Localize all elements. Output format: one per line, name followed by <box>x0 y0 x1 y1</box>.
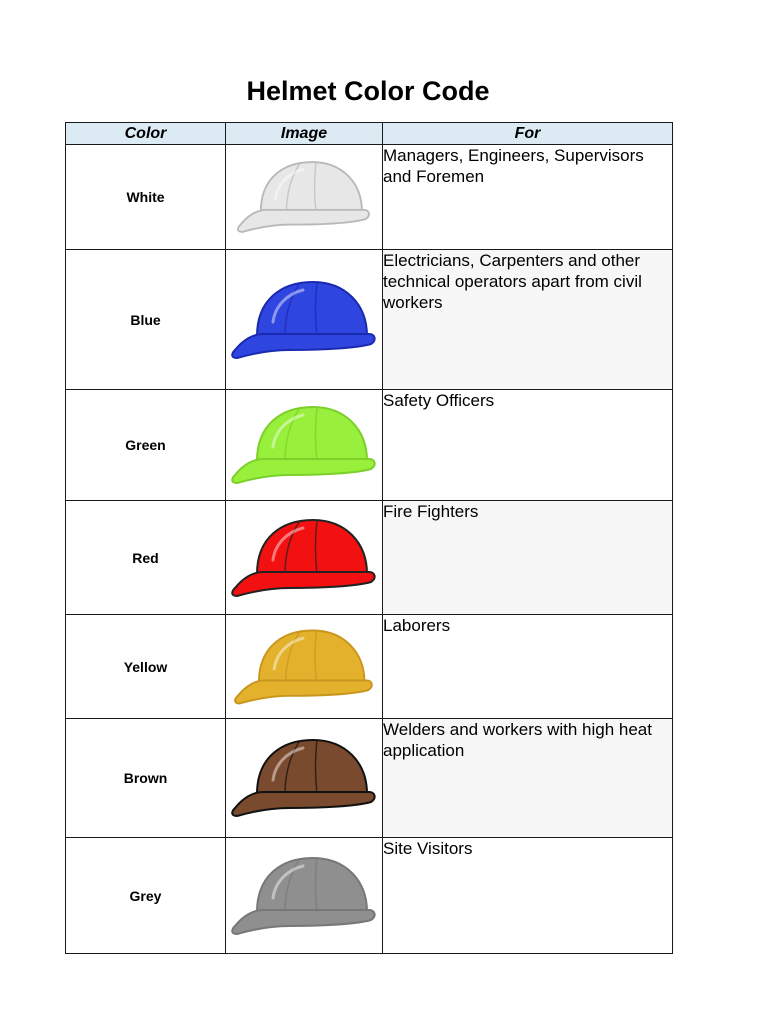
helmet-image-cell <box>226 501 383 615</box>
helmet-image-cell <box>226 719 383 838</box>
table-row <box>66 615 673 719</box>
helmet-image-cell <box>226 838 383 954</box>
color-name-cell: Grey <box>66 838 226 954</box>
table-row <box>66 501 673 615</box>
usage-description-cell: Managers, Engineers, Supervisors and Foremen <box>383 145 673 250</box>
usage-description-cell: Laborers <box>383 615 673 719</box>
color-name-cell: Yellow <box>66 615 226 719</box>
blue-helmet-icon <box>229 255 379 385</box>
yellow-helmet-icon <box>229 619 379 715</box>
color-name-cell: Brown <box>66 719 226 838</box>
color-name-cell: Green <box>66 390 226 501</box>
helmet-image-cell <box>226 145 383 250</box>
column-header-color: Color <box>66 123 226 145</box>
page-title: Helmet Color Code <box>246 76 490 106</box>
helmet-image-cell <box>226 390 383 501</box>
red-helmet-icon <box>229 508 379 608</box>
helmet-color-table <box>65 122 673 954</box>
usage-description-cell: Fire Fighters <box>383 501 673 615</box>
usage-description-cell: Electricians, Carpenters and other technical operators apart from civil workers <box>383 250 673 390</box>
column-header-for: For <box>383 123 673 145</box>
brown-helmet-icon <box>229 724 379 832</box>
usage-description-cell: Site Visitors <box>383 838 673 954</box>
table-header-row <box>66 123 673 145</box>
table-row <box>66 145 673 250</box>
color-name-cell: White <box>66 145 226 250</box>
helmet-image-cell <box>226 250 383 390</box>
table-row <box>66 838 673 954</box>
color-name-cell: Red <box>66 501 226 615</box>
usage-description-cell: Safety Officers <box>383 390 673 501</box>
helmet-image-cell <box>226 615 383 719</box>
column-header-image: Image <box>226 123 383 145</box>
table-row <box>66 390 673 501</box>
green-helmet-icon <box>229 395 379 495</box>
white-helmet-icon <box>229 151 379 243</box>
grey-helmet-icon <box>229 845 379 947</box>
table-row <box>66 250 673 390</box>
usage-description-cell: Welders and workers with high heat application <box>383 719 673 838</box>
table-row <box>66 719 673 838</box>
color-name-cell: Blue <box>66 250 226 390</box>
